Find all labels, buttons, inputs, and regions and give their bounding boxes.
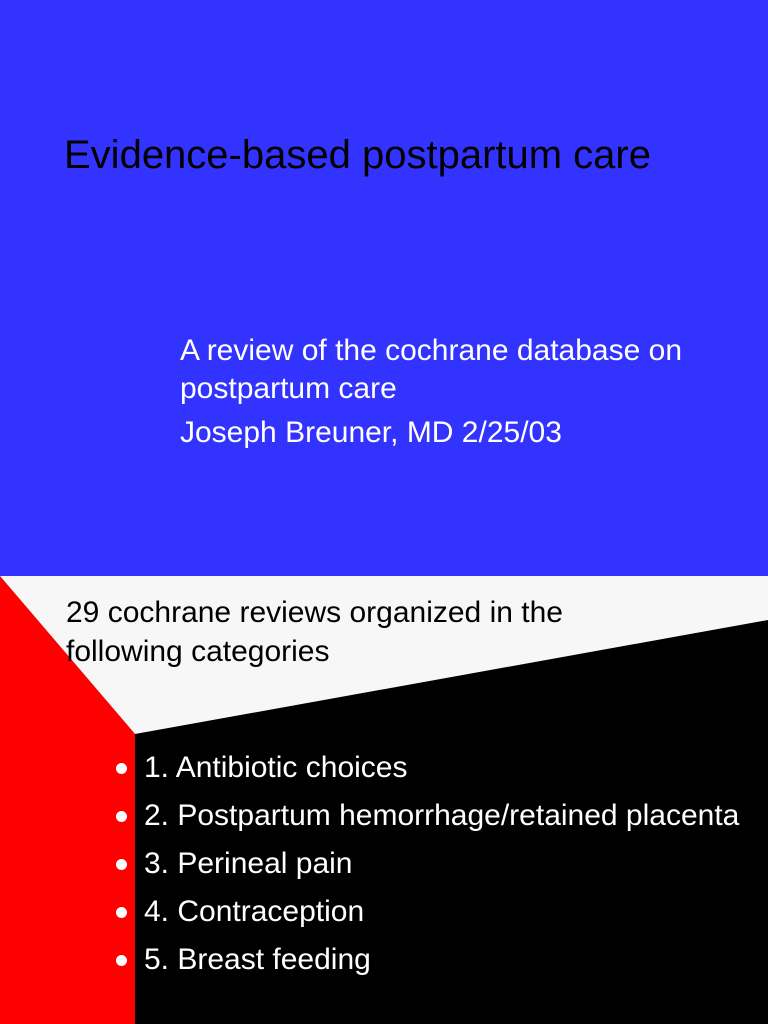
bullet-dot-icon bbox=[116, 763, 127, 774]
list-item-text: 1. Antibiotic choices bbox=[144, 751, 408, 784]
list-item-text: 4. Contraception bbox=[144, 895, 365, 928]
bullet-dot-icon bbox=[116, 907, 127, 918]
subtitle-line-review: A review of the cochrane database on postpartum care bbox=[180, 334, 683, 405]
categories-slide bbox=[0, 576, 768, 1024]
list-item-breast-feeding bbox=[112, 940, 752, 980]
list-item-contraception bbox=[112, 892, 752, 932]
slide-subtitle bbox=[180, 332, 720, 458]
list-item-perineal-pain bbox=[112, 844, 752, 884]
list-item-text: 3. Perineal pain bbox=[144, 847, 353, 880]
categories-heading: 29 cochrane reviews organized in the following categories bbox=[66, 596, 563, 668]
list-item-antibiotics bbox=[112, 748, 752, 788]
list-item-text: 2. Postpartum hemorrhage/retained placenta bbox=[144, 799, 740, 832]
bullet-dot-icon bbox=[116, 955, 127, 966]
list-item-hemorrhage bbox=[112, 796, 752, 836]
subtitle-line-author: Joseph Breuner, MD 2/25/03 bbox=[180, 416, 562, 449]
bullet-dot-icon bbox=[116, 859, 127, 870]
slide-title: Evidence-based postpartum care bbox=[64, 133, 651, 177]
list-item-text: 5. Breast feeding bbox=[144, 943, 371, 976]
category-list bbox=[112, 748, 752, 988]
bullet-dot-icon bbox=[116, 811, 127, 822]
